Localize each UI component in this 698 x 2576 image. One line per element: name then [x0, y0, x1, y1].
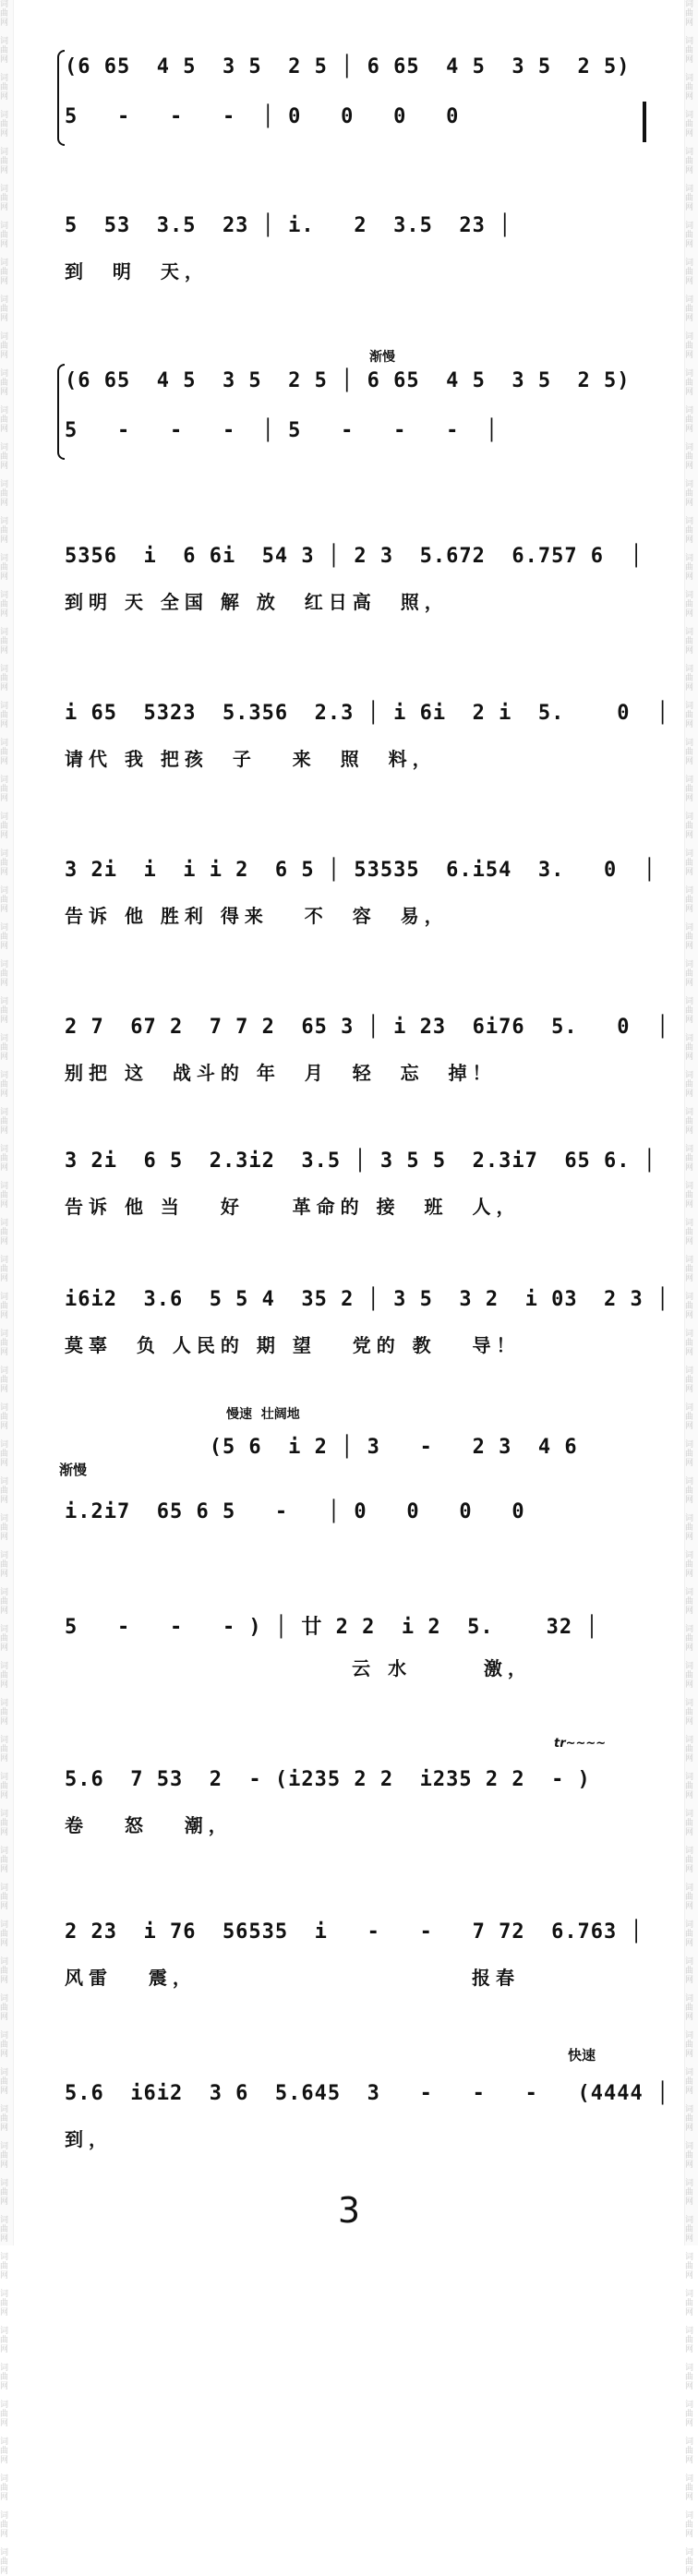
lyrics-line: 莫辜 负 人民的 期 望 党的 教 导！ — [65, 1334, 521, 1356]
right-margin-watermark: 词 曲 网 词 曲 网 词 曲 网 词 曲 网 词 曲 网 词 曲 网 词 曲 网 词 曲 网 词 曲 网 词 曲 网 词 曲 网 词 曲 网 词 曲 网 词 曲 网 词 曲 网 词 曲 网 词 曲 网 词 曲 网 词 曲 网 词 曲 网 词 曲 网 词 曲 网 词 曲 网 词 曲 网 词 曲 网 词 曲 网 词 曲 网 词 曲 网 词 曲 网 词 曲 网 词 曲 网 词 曲 网 词 曲 网 词 曲 网 词 曲 网 词 曲 网 词 曲 网 词 曲 网 词 曲 网 词 曲 网 词 曲 网 词 曲 网 词 曲 网 词 曲 网 词 曲 网 词 曲 网 词 曲 网 词 曲 网 词 曲 网 词 曲 网 词 曲 网 词 曲 网 词 曲 网 词 曲 网 词 曲 网 词 曲 网 词 曲 网 词 曲 网 词 曲 网 词 曲 网 词 曲 网 词 曲 网 词 曲 网 词 曲 网 词 曲 网 词 曲 网 词 曲 网 词 曲 网 词 曲 网 词 曲 网 — [684, 0, 698, 2245]
lyrics-line: 云 水 激， — [65, 1657, 532, 1679]
staff-brace — [57, 364, 65, 460]
lyrics-line: 告诉 他 当 好 革命的 接 班 人， — [65, 1196, 521, 1218]
lyrics-line: 风雷 震， 报春 — [65, 1967, 521, 1989]
notation-line: 5 53 3.5 23 │ i. 2 3.5 23 │ — [65, 214, 512, 237]
notation-line: i6i2 3.6 5 5 4 35 2 │ 3 5 3 2 i 03 2 3 │ — [65, 1288, 670, 1311]
notation-line-lower: 5 - - - │ 0 0 0 0 — [65, 105, 460, 128]
double-barline — [643, 102, 646, 142]
notation-line-lower: 5 - - - │ 5 - - - │ — [65, 419, 499, 442]
notation-line-lower: i.2i7 65 6 5 - │ 0 0 0 0 — [65, 1500, 525, 1523]
lyrics-line: 告诉 他 胜利 得来 不 容 易， — [65, 905, 449, 927]
notation-line: 5 - - - ) │ 廿 2 2 i 2 5. 32 │ — [65, 1616, 599, 1639]
tempo-marking: 渐慢 — [369, 350, 395, 365]
notation-line-upper: (6 65 4 5 3 5 2 5 │ 6 65 4 5 3 5 2 5) — [65, 55, 631, 78]
staff-brace — [57, 50, 65, 146]
notation-line: 3 2i 6 5 2.3i2 3.5 │ 3 5 5 2.3i7 65 6. │ — [65, 1150, 657, 1173]
expression-marking: 慢速 壮阔地 — [226, 1407, 300, 1422]
tempo-marking: 快速 — [568, 2047, 596, 2064]
notation-line: 5356 i 6 6i 54 3 │ 2 3 5.672 6.757 6 │ — [65, 545, 644, 568]
notation-line-upper: (6 65 4 5 3 5 2 5 │ 6 65 4 5 3 5 2 5) — [65, 369, 631, 392]
notation-line: 3 2i i i i 2 6 5 │ 53535 6.i54 3. 0 │ — [65, 859, 657, 882]
notation-line-upper: (5 6 i 2 │ 3 - 2 3 4 6 — [65, 1436, 578, 1459]
page-number: 3 — [337, 2190, 361, 2231]
lyrics-line: 到明 天 全国 解 放 红日高 照， — [65, 591, 449, 613]
lyrics-line: 到 明 天， — [65, 260, 209, 283]
lyrics-line: 请代 我 把孩 子 来 照 料， — [65, 748, 437, 770]
notation-line: i 65 5323 5.356 2.3 │ i 6i 2 i 5. 0 │ — [65, 702, 670, 725]
tempo-marking: 渐慢 — [59, 1462, 88, 1478]
notation-line: 2 7 67 2 7 7 2 65 3 │ i 23 6i76 5. 0 │ — [65, 1016, 670, 1039]
notation-line: 5.6 7 53 2 - (i235 2 2 i235 2 2 - ) — [65, 1768, 591, 1791]
notation-line: 2 23 i 76 56535 i - - 7 72 6.763 │ — [65, 1920, 644, 1944]
trill-marking: tr~~~~ — [554, 1737, 607, 1751]
notation-line: 5.6 i6i2 3 6 5.645 3 - - - (4444 │ — [65, 2082, 670, 2105]
lyrics-line: 卷 怒 潮， — [65, 1814, 233, 1836]
lyrics-line: 到， — [65, 2128, 113, 2150]
left-margin-watermark: 词 曲 网 词 曲 网 词 曲 网 词 曲 网 词 曲 网 词 曲 网 词 曲 网 词 曲 网 词 曲 网 词 曲 网 词 曲 网 词 曲 网 词 曲 网 词 曲 网 词 曲 网 词 曲 网 词 曲 网 词 曲 网 词 曲 网 词 曲 网 词 曲 网 词 曲 网 词 曲 网 词 曲 网 词 曲 网 词 曲 网 词 曲 网 词 曲 网 词 曲 网 词 曲 网 词 曲 网 词 曲 网 词 曲 网 词 曲 网 词 曲 网 词 曲 网 词 曲 网 词 曲 网 词 曲 网 词 曲 网 词 曲 网 词 曲 网 词 曲 网 词 曲 网 词 曲 网 词 曲 网 词 曲 网 词 曲 网 词 曲 网 词 曲 网 词 曲 网 词 曲 网 词 曲 网 词 曲 网 词 曲 网 词 曲 网 词 曲 网 词 曲 网 词 曲 网 词 曲 网 词 曲 网 词 曲 网 词 曲 网 词 曲 网 词 曲 网 词 曲 网 词 曲 网 词 曲 网 词 曲 网 词 曲 网 — [0, 0, 14, 2245]
lyrics-line: 别把 这 战斗的 年 月 轻 忘 掉！ — [65, 1062, 497, 1084]
